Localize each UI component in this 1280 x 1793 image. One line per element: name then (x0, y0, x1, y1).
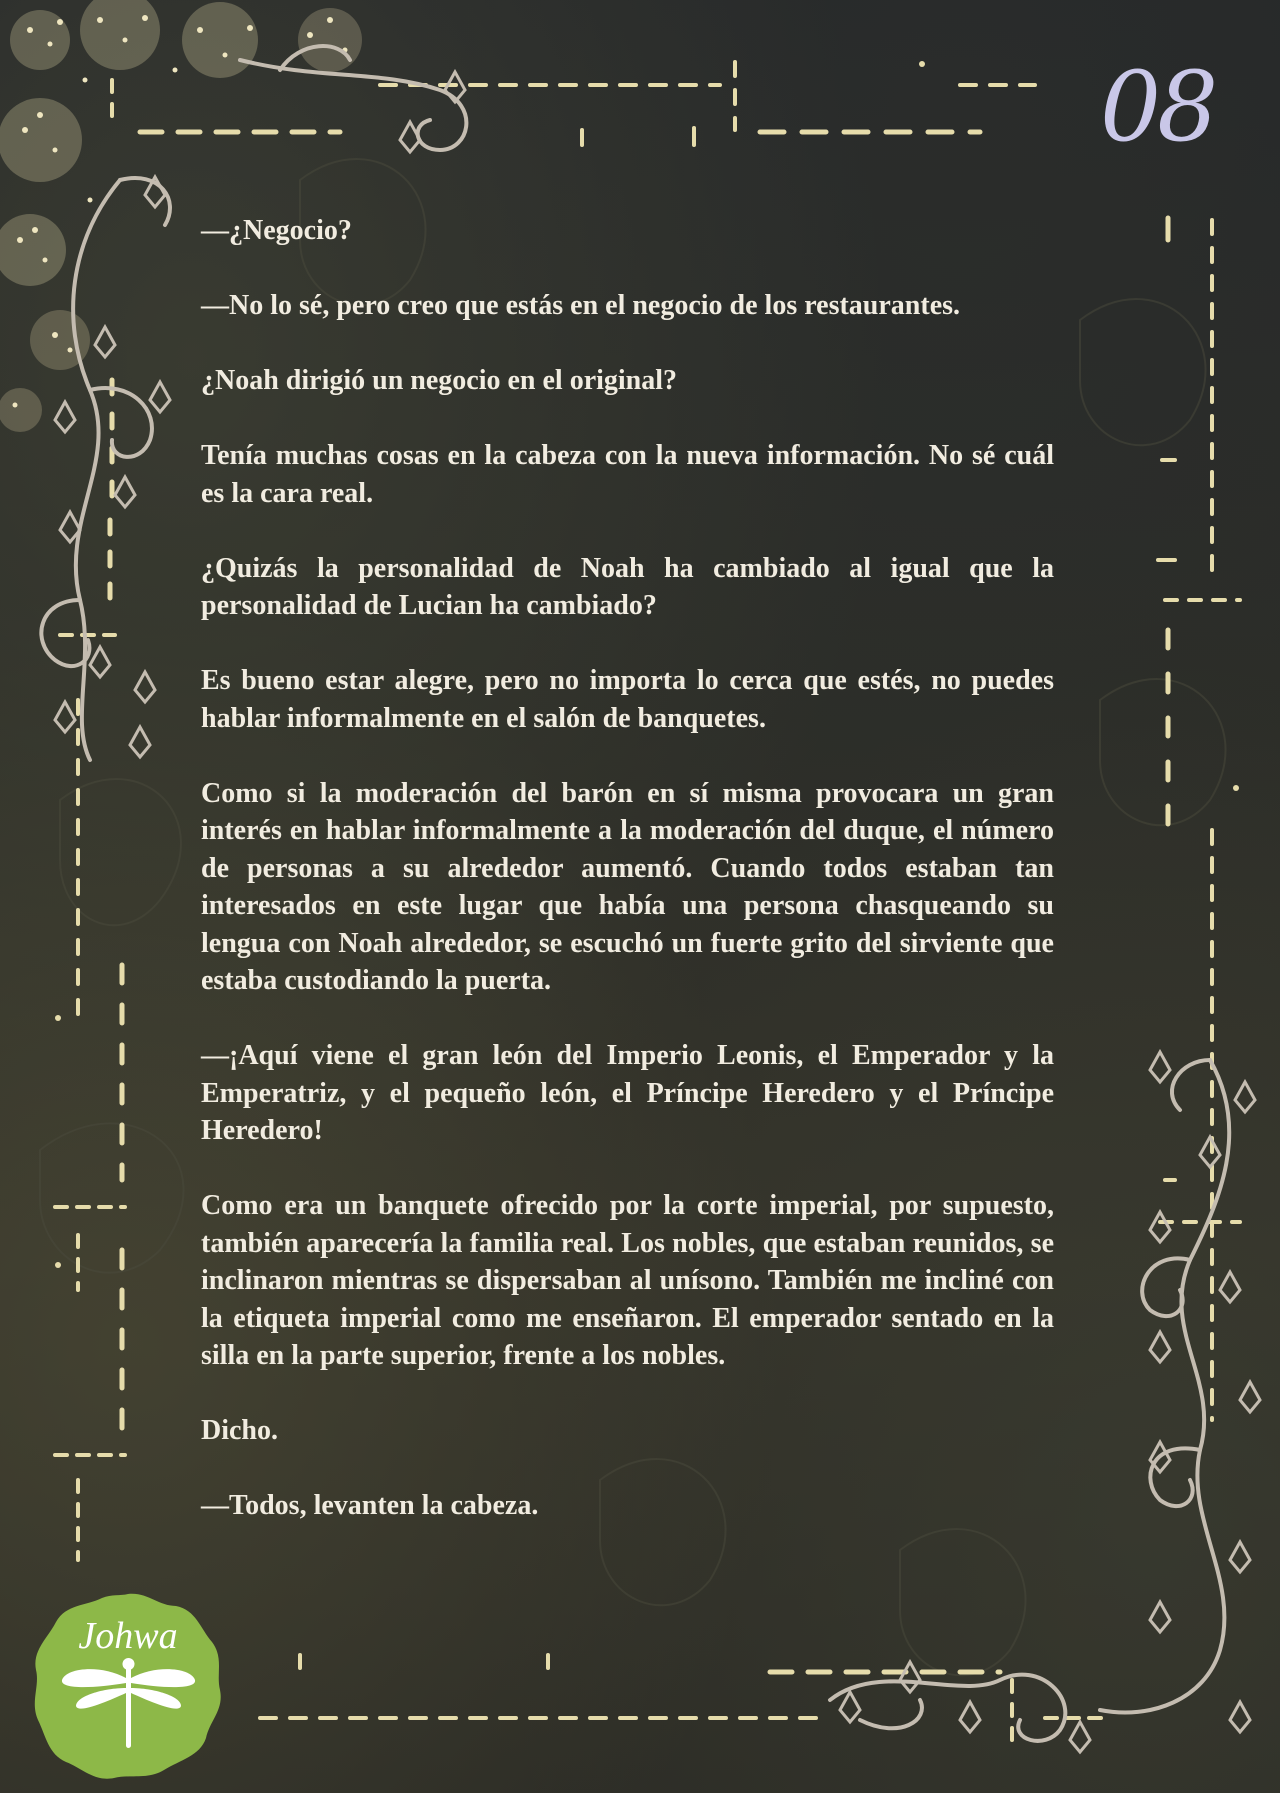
story-text (201, 212, 1054, 1562)
paragraph: Tenía muchas cosas en la cabeza con la nueva información. No sé cuál es la cara real. (201, 440, 1054, 509)
paragraph: —No lo sé, pero creo que estás en el negocio de los restaurantes. (201, 290, 961, 321)
page-number: 08 (1100, 51, 1215, 163)
paragraph: ¿Noah dirigió un negocio en el original? (201, 365, 678, 396)
paragraph: ¿Quizás la personalidad de Noah ha cambiado al igual que la personalidad de Lucian ha cambiado? (201, 552, 1054, 621)
paragraph: —Todos, levanten la cabeza. (201, 1490, 539, 1521)
paragraph: Es bueno estar alegre, pero no importa lo cerca que estés, no puedes hablar informalmente en el salón de banquetes. (201, 665, 1054, 734)
paragraph: Como era un banquete ofrecido por la corte imperial, por supuesto, también aparecería la familia real. Los nobles, que estaban reunidos, se inclinaron mientras se dispersaban al unísono. También me incliné con la etiqueta imperial como me enseñaron. El emperador sentado en la silla en la parte superior, frente a los nobles. (201, 1190, 1054, 1371)
paragraph: —¿Negocio? (201, 215, 352, 246)
paragraph: —¡Aquí viene el gran león del Imperio Leonis, el Emperador y la Emperatriz, y el pequeño león, el Príncipe Heredero y el Príncipe Heredero! (201, 1040, 1054, 1146)
paragraph: Dicho. (201, 1415, 278, 1446)
johwa-logo (30, 1588, 226, 1784)
logo-text: Johwa (78, 1615, 178, 1657)
paragraph: Como si la moderación del barón en sí misma provocara un gran interés en hablar informalmente a la moderación del duque, el número de personas a su alrededor aumentó. Cuando todos estaban tan interesados en este lugar que había una persona chasqueando su lengua con Noah alrededor, se escuchó un fuerte grito del sirviente que estaba custodiando la puerta. (201, 777, 1054, 996)
